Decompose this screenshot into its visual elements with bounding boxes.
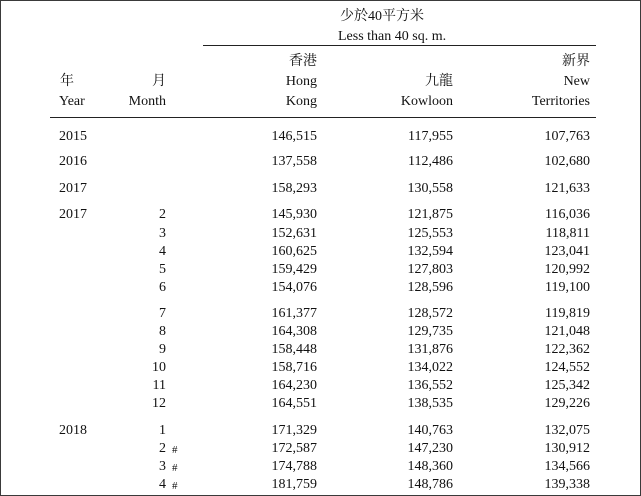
nt-header-zh: 新界 xyxy=(562,54,590,69)
row-month: 9 xyxy=(159,342,166,357)
row-nt: 129,226 xyxy=(544,396,590,411)
group-header-en: Less than 40 sq. m. xyxy=(338,29,447,44)
kowloon-header-zh: 九龍 xyxy=(425,74,453,89)
nt-header-en-1: New xyxy=(563,74,590,89)
row-hk: 158,293 xyxy=(271,181,317,196)
row-kowloon: 128,596 xyxy=(407,280,453,295)
row-year: 2016 xyxy=(59,154,87,169)
row-year: 2017 xyxy=(59,207,87,222)
hk-header-zh: 香港 xyxy=(289,54,317,69)
row-month: 1 xyxy=(159,423,166,438)
row-nt: 102,680 xyxy=(544,154,590,169)
row-hk: 158,448 xyxy=(271,342,317,357)
row-kowloon: 132,594 xyxy=(407,244,453,259)
row-month: 4 xyxy=(159,244,166,259)
row-kowloon: 128,572 xyxy=(407,306,453,321)
row-hk: 158,716 xyxy=(271,360,317,375)
row-hk: 145,930 xyxy=(271,207,317,222)
row-month: 10 xyxy=(152,360,166,375)
row-nt: 125,342 xyxy=(544,378,590,393)
hk-header-en-2: Kong xyxy=(285,94,317,109)
month-header-en: Month xyxy=(128,94,166,109)
row-kowloon: 138,535 xyxy=(407,396,453,411)
row-kowloon: 140,763 xyxy=(407,423,453,438)
row-kowloon: 121,875 xyxy=(407,207,453,222)
row-nt: 116,036 xyxy=(545,207,590,222)
row-nt: 132,075 xyxy=(544,423,590,438)
row-kowloon: 147,230 xyxy=(407,441,453,456)
row-kowloon: 130,558 xyxy=(407,181,453,196)
row-hk: 164,308 xyxy=(271,324,317,339)
nt-header-en-2: Territories xyxy=(531,94,590,109)
year-header-zh: 年 xyxy=(60,74,74,89)
row-kowloon: 117,955 xyxy=(408,129,453,144)
row-nt: 130,912 xyxy=(544,441,590,456)
row-kowloon: 129,735 xyxy=(407,324,453,339)
row-month: 5 xyxy=(159,262,166,277)
provisional-marker: # xyxy=(172,462,178,474)
row-nt: 121,048 xyxy=(544,324,590,339)
row-nt: 120,992 xyxy=(544,262,590,277)
row-kowloon: 127,803 xyxy=(407,262,453,277)
row-hk: 160,625 xyxy=(271,244,317,259)
provisional-marker: # xyxy=(172,444,178,456)
row-nt: 107,763 xyxy=(544,129,590,144)
row-month: 3 xyxy=(159,226,166,241)
month-header-zh: 月 xyxy=(152,74,166,89)
row-month: 11 xyxy=(152,378,166,393)
row-year: 2015 xyxy=(59,129,87,144)
group-header-rule xyxy=(203,45,596,46)
row-hk: 171,329 xyxy=(271,423,317,438)
row-hk: 181,759 xyxy=(271,477,317,492)
row-month: 3 xyxy=(159,459,166,474)
row-nt: 121,633 xyxy=(544,181,590,196)
row-month: 2 xyxy=(159,441,166,456)
row-kowloon: 136,552 xyxy=(407,378,453,393)
row-year: 2017 xyxy=(59,181,87,196)
group-header-zh: 少於40平方米 xyxy=(340,9,424,24)
row-kowloon: 125,553 xyxy=(407,226,453,241)
row-hk: 172,587 xyxy=(271,441,317,456)
row-hk: 159,429 xyxy=(271,262,317,277)
row-nt: 119,819 xyxy=(545,306,590,321)
row-hk: 164,230 xyxy=(271,378,317,393)
row-hk: 154,076 xyxy=(271,280,317,295)
row-kowloon: 112,486 xyxy=(408,154,453,169)
row-kowloon: 148,786 xyxy=(407,477,453,492)
year-header-en: Year xyxy=(59,94,85,109)
header-rule xyxy=(50,117,596,118)
row-month: 4 xyxy=(159,477,166,492)
row-hk: 174,788 xyxy=(271,459,317,474)
hk-header-en-1: Hong xyxy=(285,74,317,89)
row-nt: 119,100 xyxy=(545,280,590,295)
row-hk: 137,558 xyxy=(271,154,317,169)
row-hk: 152,631 xyxy=(271,226,317,241)
row-month: 2 xyxy=(159,207,166,222)
row-hk: 164,551 xyxy=(271,396,317,411)
row-year: 2018 xyxy=(59,423,87,438)
row-nt: 118,811 xyxy=(545,226,590,241)
row-nt: 122,362 xyxy=(544,342,590,357)
row-month: 8 xyxy=(159,324,166,339)
row-month: 12 xyxy=(152,396,166,411)
row-nt: 124,552 xyxy=(544,360,590,375)
row-hk: 146,515 xyxy=(271,129,317,144)
row-kowloon: 148,360 xyxy=(407,459,453,474)
row-nt: 134,566 xyxy=(544,459,590,474)
row-month: 7 xyxy=(159,306,166,321)
provisional-marker: # xyxy=(172,480,178,492)
row-kowloon: 131,876 xyxy=(407,342,453,357)
kowloon-header-en: Kowloon xyxy=(400,94,453,109)
row-nt: 139,338 xyxy=(544,477,590,492)
row-nt: 123,041 xyxy=(544,244,590,259)
row-month: 6 xyxy=(159,280,166,295)
row-hk: 161,377 xyxy=(271,306,317,321)
row-kowloon: 134,022 xyxy=(407,360,453,375)
